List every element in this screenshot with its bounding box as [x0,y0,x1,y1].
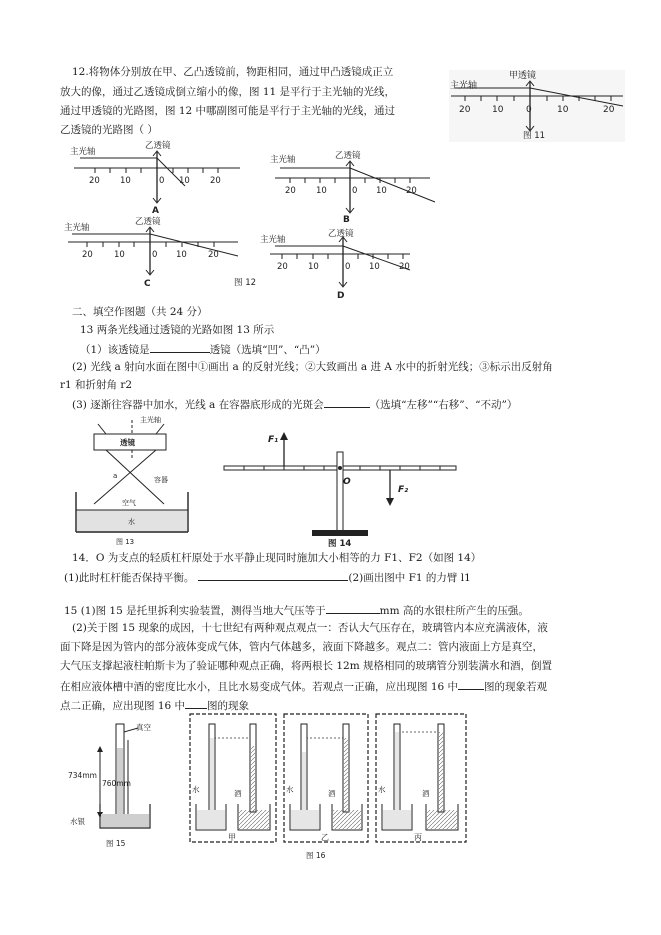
fig12b-tick-0: 20 [285,186,296,196]
fig15-mercury-label: 水银 [70,817,85,826]
fig13-ray-in-b [156,424,164,434]
fig13-lens-label: 透镜 [120,438,135,447]
figure-15 [66,718,158,852]
q15-part2-line3: 大气压支撑起液柱帕斯卡为了验证哪种观点正确，将两根长 12m 规格相同的玻璃管分别装满水和酒，倒置 [60,660,552,672]
q12-line2: 放大的像，通过乙透镜成倒立缩小的像，图 11 是平行于主光轴的光线， [60,86,396,98]
fig12d-tick-2: 0 [345,262,351,272]
q15-part1-blank[interactable] [326,601,380,614]
q13-part3-blank[interactable] [324,395,370,408]
fig11-tick-20-right: 20 [603,105,615,115]
q15-view2-blank[interactable] [185,696,207,709]
q15-part1-post: mm 高的水银柱所产生的压强。 [379,605,529,617]
fig11-caption: 图 11 [523,131,546,141]
fig12c-tick-3: 10 [176,250,187,260]
fig12d-tick-0: 20 [277,262,288,272]
q13-part1-pre: （1）该透镜是 [80,344,150,356]
fig12b-tick-4: 20 [406,186,417,196]
fig16-jia-wine-label: 酒 [234,789,242,798]
q13-part3-pre: (3) 逐渐往容器中加水，光线 a 在容器底形成的光斑会 [72,399,324,411]
fig14-caption: 图 14 [328,539,352,548]
fig11-axis-label: 主光轴 [450,81,478,91]
fig12b-tick-2: 0 [352,186,358,196]
fig11-tick-10-left: 10 [492,105,504,115]
q13-stem: 13 两条光线通过透镜的光路如图 13 所示 [80,324,275,336]
figure-11 [447,68,627,144]
fig14-f2-head [386,498,394,506]
fig13-ray-in-a [98,424,106,434]
fig12a-lens-label: 乙透镜 [145,141,171,151]
fig12c-tick-4: 20 [208,250,219,260]
q12-line4: 乙透镜的光路图（ ） [60,124,158,136]
fig13-ray-a-label: a [113,472,118,480]
fig12-label-a: A [152,206,159,216]
fig11-tick-10-right: 10 [557,105,569,115]
figure-12 [60,138,450,298]
fig12-panel-c [64,216,238,289]
fig15-h2-label: 760mm [102,779,131,788]
fig15-caption: 图 15 [106,839,126,848]
q13-part2-line1: (2) 光线 a 射向水面在图中①画出 a 的反射光线；②大致画出 a 进 A 水中的折射光线；③标示出反射角 [72,361,553,373]
q15-part2-line2: 面下降是因为管内的部分液体变成气体，管内气体越多，液面下降越多。观点二：管内液面上方是真空， [60,641,543,653]
fig12c-axis-label: 主光轴 [64,223,90,233]
fig12b-axis-label: 主光轴 [270,155,296,165]
fig11-lens-label: 甲透镜 [509,71,537,81]
q13-part1-blank[interactable] [150,340,210,353]
fig12a-tick-3: 10 [179,176,190,186]
fig12b-tick-1: 10 [316,186,327,196]
fig16-label-yi: 乙 [321,833,329,842]
fig12c-tick-1: 10 [114,250,125,260]
q14-part2: (2)画出图中 F1 的力臂 l1 [348,572,471,584]
q13-part3 [72,395,517,413]
q14-part1: (1)此时杠杆能否保持平衡。 [64,572,195,584]
fig13-ray-out-b [94,450,156,504]
fig15-h1-label: 734mm [68,771,97,780]
q13-part1 [80,340,326,358]
fig12c-tick-2: 0 [152,250,158,260]
q12-line1: 12.将物体分别放在甲、乙凸透镜前，物距相同，通过甲凸透镜成正立 [72,66,394,78]
q14-stem: 14．O 为支点的轻质杠杆原处于水平静止现同时施加大小相等的力 F1、F2（如图 14） [72,552,482,564]
fig16-panel-jia [190,714,276,842]
fig12c-tick-0: 20 [82,250,93,260]
fig12d-tick-1: 10 [308,262,319,272]
fig15-dish-mercury [101,814,149,827]
fig12-label-b: B [343,215,350,225]
fig14-f2-label: F₂ [398,485,409,495]
fig16-label-jia: 甲 [228,833,236,842]
fig13-axis-label: 主光轴 [140,416,161,424]
fig16-panel-yi [284,714,368,842]
fig12d-tick-4: 20 [399,262,410,272]
fig16-yi-wine-label: 酒 [328,789,336,798]
q12-line3: 通过甲透镜的光路图，图 12 中哪副图可能是平行于主光轴的光线，通过 [60,105,396,117]
fig12-panel-a [70,140,240,216]
q15-view1-blank[interactable] [458,677,484,690]
fig14-f1-label: F₁ [268,435,279,445]
fig12-caption: 图 12 [234,278,257,288]
fig12-panel-d [260,228,410,298]
fig12a-tick-0: 20 [89,176,100,186]
figure-14 [220,426,460,548]
fig12-label-d: D [337,291,345,298]
fig14-stand [337,452,343,532]
q15-part2-line1: (2)关于图 15 现象的成因，十七世纪有两种观点观点一：否认大气压存在，玻璃管内本应充满液体，液 [72,622,548,634]
q13-part3-post: （选填“左移”“右移”、“不动”） [369,399,518,411]
fig14-pivot [338,466,342,470]
fig12-panel-b [270,150,435,225]
fig14-base [312,530,368,536]
fig16-yi-water-label: 水 [286,785,294,794]
fig13-container-label: 容器 [154,476,168,484]
fig16-bing-wine-label: 酒 [422,789,430,798]
fig16-bing-water-label: 水 [378,785,386,794]
fig16-caption: 图 16 [306,851,326,860]
q15-part2-line4-post: 图的现象若观 [484,681,548,693]
q14-part1-blank[interactable] [198,568,348,581]
fig12-label-c: C [144,279,151,289]
fig12b-tick-3: 10 [376,186,387,196]
q15-part2-line4-pre: 在相应液体槽中酒的密度比水小，且比水易变成气体。若观点一正确，应出现图 16 中 [60,681,459,693]
fig12a-tick-2: 0 [159,176,165,186]
fig16-label-bing: 丙 [414,833,422,842]
fig13-water-label: 水 [128,518,135,526]
q15-part2-line5-post: 图的现象 [207,700,250,712]
fig16-panel-bing [376,714,466,842]
q15-part1 [64,601,529,619]
fig13-air-label: 空气 [122,499,136,507]
fig12d-axis-label: 主光轴 [260,235,286,245]
fig11-tick-0: 0 [526,105,532,115]
q15-part1-pre: 15 (1)图 15 是托里拆利实验装置，测得当地大气压等于 [64,605,326,617]
fig11-tick-20-left: 20 [459,105,471,115]
section2-title: 二、填空作图题（共 24 分） [72,306,208,318]
fig14-pivot-label: O [343,477,351,487]
fig16-jia-water-label: 水 [192,785,200,794]
fig12c-lens-label: 乙透镜 [135,217,161,227]
fig12a-axis-label: 主光轴 [70,147,96,157]
fig12a-tick-1: 10 [120,176,131,186]
fig12d-tick-3: 10 [369,262,380,272]
fig13-caption: 图 13 [116,538,135,546]
figure-16 [188,712,470,862]
fig12d-lens-label: 乙透镜 [328,229,354,239]
q13-part1-post: 透镜（选填“凹”、“凸”） [209,344,326,356]
fig12b-lens-label: 乙透镜 [335,151,361,161]
fig12a-tick-4: 20 [210,176,221,186]
q15-part2-line5-pre: 点二正确，应出现图 16 中 [60,700,186,712]
figure-13 [68,412,198,546]
q13-part2-line2: r1 和折射角 r2 [60,379,133,391]
q15-part2-line4 [60,677,547,695]
q14-parts [64,568,471,586]
fig14-f1-head [280,432,288,440]
fig15-h1-arrow-top [97,746,103,752]
fig15-vacuum-label: 真空 [136,723,151,732]
